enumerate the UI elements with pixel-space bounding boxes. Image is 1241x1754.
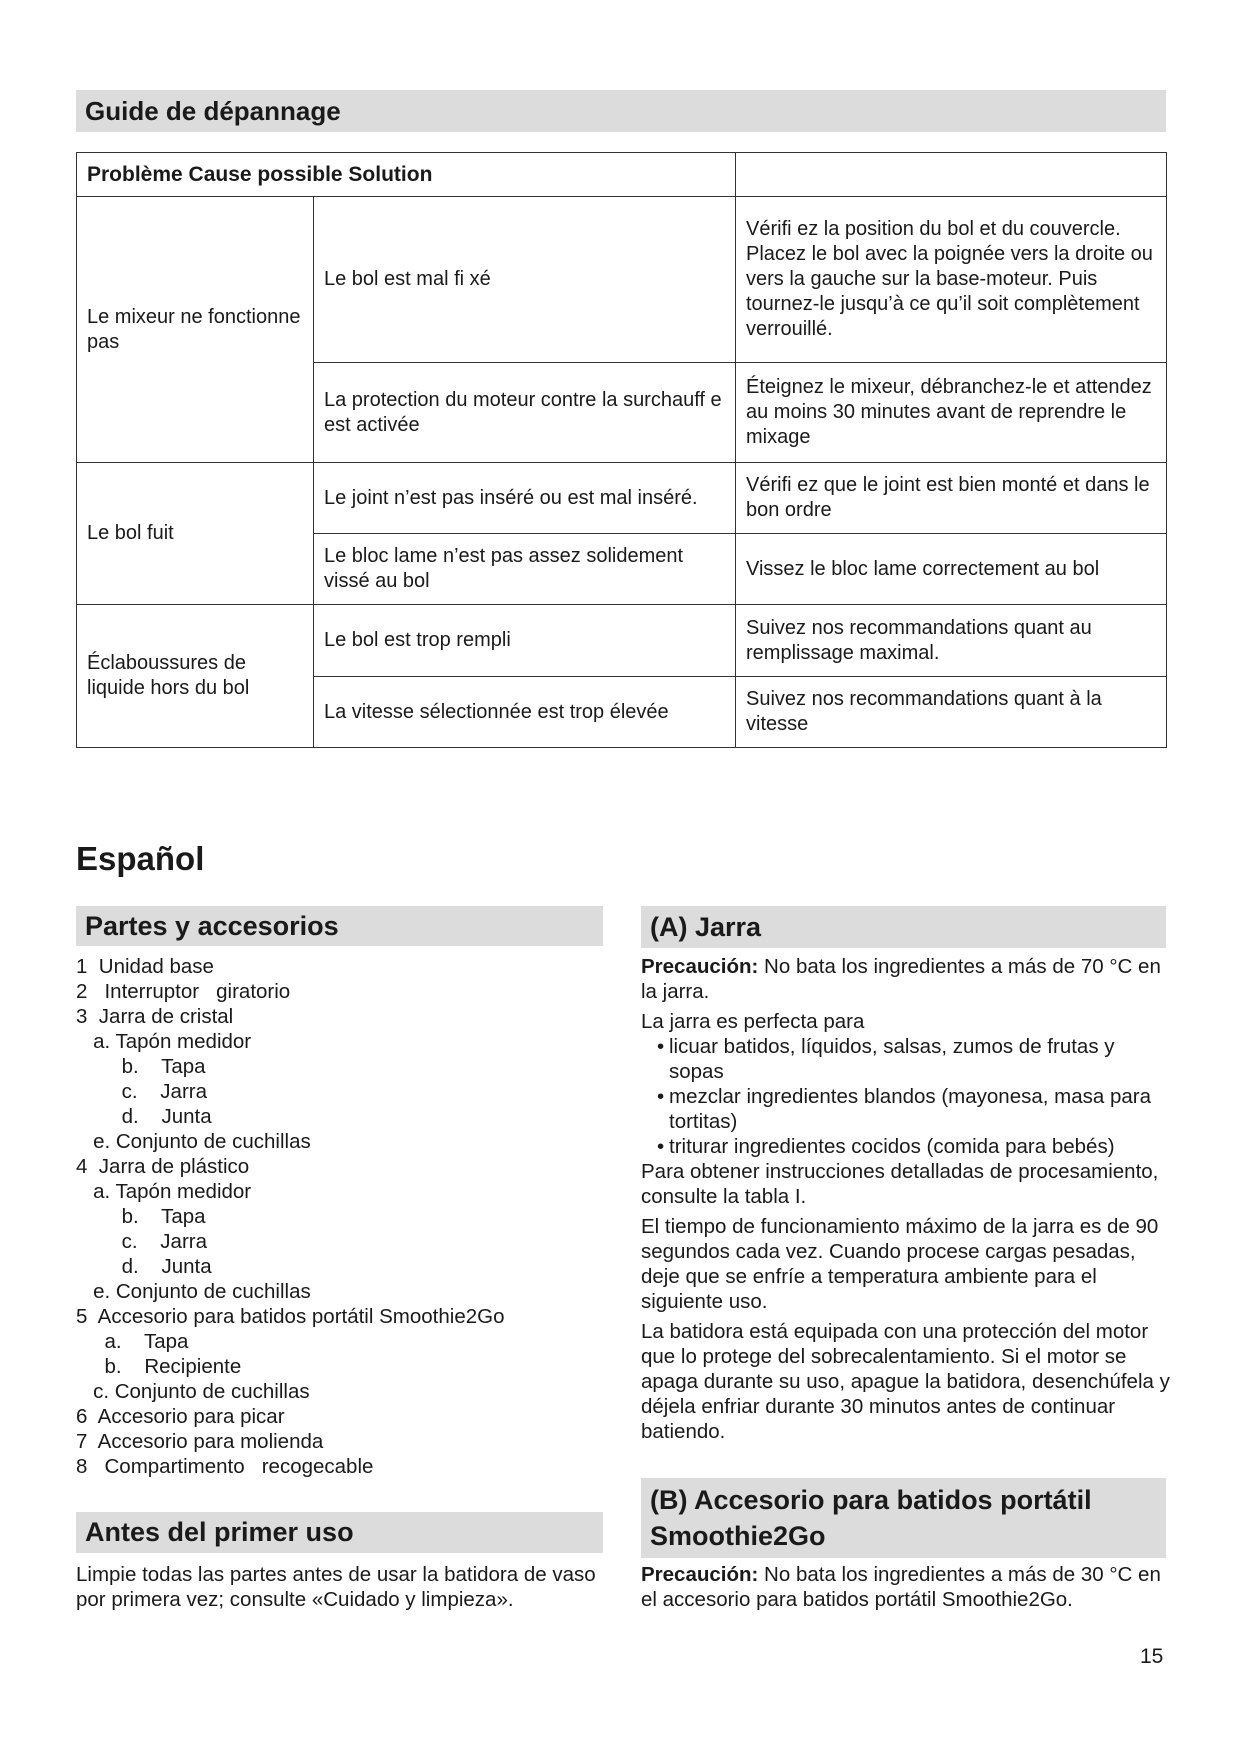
parts-header: Partes y accesorios (76, 906, 603, 946)
parts-list (76, 954, 504, 1479)
list-item: 5 Accesorio para batidos portátil Smoothie2Go (76, 1305, 505, 1328)
jar-instructions: Para obtener instrucciones detalladas de procesamiento, consulte la tabla I. (641, 1160, 1159, 1208)
jar-protection: La batidora está equipada con una protección del motor que lo protege del sobrecalentamiento. Si el motor se apaga durante su uso, apague la batidora, desenchúfela y déjela enfriar durante 30 minutos antes de continuar batiendo. (641, 1320, 1170, 1443)
jar-header: (A) Jarra (641, 906, 1166, 948)
list-item: b. Tapa (76, 1055, 206, 1078)
solution-cell: Suivez nos recommandations quant à la vitesse (736, 677, 1167, 748)
problem-cell: Le mixeur ne fonctionne pas (77, 197, 314, 463)
list-item: 7 Accesorio para molienda (76, 1430, 324, 1453)
solution-cell: Vissez le bloc lame correctement au bol (736, 534, 1167, 605)
list-item: c. Jarra (76, 1080, 207, 1103)
list-item: • mezclar ingredientes blandos (mayonesa, masa para tortitas) (641, 1084, 1171, 1134)
list-item: 1 Unidad base (76, 955, 214, 978)
smoothie-header: (B) Accesorio para batidos portátil Smoothie2Go (641, 1478, 1166, 1558)
cause-cell: Le bloc lame n’est pas assez solidement vissé au bol (314, 534, 736, 605)
caution-label: Precaución: (641, 1563, 759, 1586)
table-header-empty (736, 153, 1167, 197)
jar-runtime: El tiempo de funcionamiento máximo de la jarra es de 90 segundos cada vez. Cuando procese cargas pesadas, deje que se enfríe a temperatura ambiente para el siguiente uso. (641, 1215, 1159, 1313)
caution-text: No bata los ingredientes a más de 30 °C en el accesorio para batidos portátil Smoothie2Go. (641, 1563, 1161, 1611)
cause-cell: Le joint n’est pas inséré ou est mal inséré. (314, 463, 736, 534)
list-item: a. Tapón medidor (76, 1030, 252, 1053)
list-item: e. Conjunto de cuchillas (76, 1280, 311, 1303)
first-use-paragraph: Limpie todas las partes antes de usar la batidora de vaso por primera vez; consulte «Cuidado y limpieza». (76, 1563, 596, 1611)
spanish-section-title: Español (76, 840, 205, 877)
page-number: 15 (1140, 1645, 1164, 1668)
cause-cell: La protection du moteur contre la surchauff e est activée (314, 363, 736, 463)
list-item: a. Tapón medidor (76, 1180, 252, 1203)
solution-cell: Suivez nos recommandations quant au remplissage maximal. (736, 605, 1167, 677)
caution-text: No bata los ingredientes a más de 70 °C en la jarra. (641, 955, 1161, 1003)
solution-cell: Vérifi ez la position du bol et du couvercle. Placez le bol avec la poignée vers la droite ou vers la gauche sur la base-moteur. Puis tournez-le jusqu’à ce qu’il soit complètement verrouillé. (736, 197, 1167, 363)
solution-cell: Éteignez le mixeur, débranchez-le et attendez au moins 30 minutes avant de reprendre le mixage (736, 363, 1167, 463)
jar-text (641, 954, 1171, 1449)
list-item: a. Tapa (76, 1330, 189, 1353)
list-item: • licuar batidos, líquidos, salsas, zumos de frutas y sopas (641, 1034, 1171, 1084)
list-item: • triturar ingredientes cocidos (comida para bebés) (641, 1134, 1171, 1159)
cause-cell: Le bol est trop rempli (314, 605, 736, 677)
jar-caution (641, 954, 1171, 1004)
list-item: 3 Jarra de cristal (76, 1005, 234, 1028)
problem-cell: Le bol fuit (77, 463, 314, 605)
list-item: e. Conjunto de cuchillas (76, 1130, 311, 1153)
list-item: b. Recipiente (76, 1355, 242, 1378)
problem-cell: Éclaboussures de liquide hors du bol (77, 605, 314, 748)
list-item: b. Tapa (76, 1205, 206, 1228)
list-item: d. Junta (76, 1105, 212, 1128)
smoothie-caution (641, 1562, 1171, 1612)
troubleshooting-header: Guide de dépannage (76, 90, 1166, 132)
list-item: d. Junta (76, 1255, 212, 1278)
table-header: Problème Cause possible Solution (77, 153, 736, 197)
first-use-header: Antes del primer uso (76, 1512, 603, 1553)
list-item: 4 Jarra de plástico (76, 1155, 250, 1178)
list-item: c. Conjunto de cuchillas (76, 1380, 310, 1403)
jar-intro: La jarra es perfecta para (641, 1010, 865, 1033)
solution-cell: Vérifi ez que le joint est bien monté et dans le bon ordre (736, 463, 1167, 534)
cause-cell: La vitesse sélectionnée est trop élevée (314, 677, 736, 748)
list-item: c. Jarra (76, 1230, 207, 1253)
caution-label: Precaución: (641, 955, 759, 978)
first-use-text (76, 1562, 596, 1617)
cause-cell: Le bol est mal fi xé (314, 197, 736, 363)
troubleshooting-table (76, 152, 1167, 748)
list-item: 6 Accesorio para picar (76, 1405, 285, 1428)
jar-uses-list (641, 1034, 1171, 1159)
smoothie-text (641, 1562, 1171, 1617)
list-item: 2 Interruptor giratorio (76, 980, 291, 1003)
list-item: 8 Compartimento recogecable (76, 1455, 374, 1478)
